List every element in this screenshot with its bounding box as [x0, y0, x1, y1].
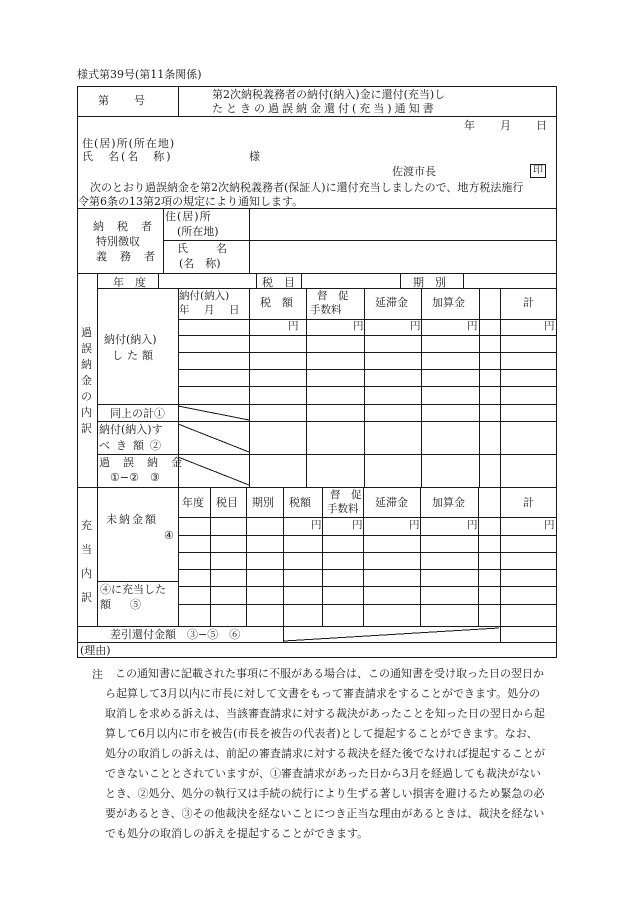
alloc-tax-amount-header: 税額 — [289, 496, 311, 509]
alloc-fee-header-sub: 手数料 — [327, 503, 359, 515]
yen-unit: 円 — [467, 519, 478, 531]
tax-amount-header: 税 額 — [260, 296, 293, 309]
alloc-year-header: 年度 — [182, 496, 204, 509]
delay-charge-header: 延滞金 — [375, 296, 408, 309]
yen-unit: 円 — [544, 519, 555, 531]
refund-amount-label: 差引還付金額 ③−⑤ ⑥ — [110, 628, 241, 641]
alloc-total-header: 計 — [523, 496, 534, 509]
date-month: 月 — [500, 119, 511, 132]
total-header: 計 — [523, 296, 534, 309]
unpaid-amount-label: 未納金額 — [106, 513, 158, 526]
yen-unit: 円 — [311, 519, 322, 531]
alloc-additional-tax-header: 加算金 — [432, 496, 465, 509]
allocated-amount-label: ④に充当した — [100, 583, 166, 596]
paid-amount-label: 納付(納入) — [104, 333, 157, 346]
note-text: この通知書に記載された事項に不服がある場合は、この通知書を受け取った日の翌日から起算して3月以内に市長に対して文書をもって審査請求をすることができます。処分の取消しを求める訴えは、当該審査請求に対する裁決があったことを知った日の翌日から起算して6月以内に市を被告(市長を被告の代表者)として提起することができます。なお、処分の取消しの訴えは、前記の審査請求に対する裁決を経た後でなければ提起することができないこととされていますが、①審査請求があった日から3月を経過しても裁決がないとき、②処分、処分の執行又は手続の続行により生ずる著しい損害を避けるため緊急の必要があるとき、③その他裁決を経ないことにつき正当な理由があるときは、裁決を経ないでも処分の取消しの訴えを提起することができます。 — [105, 667, 545, 840]
date-day: 日 — [536, 119, 547, 132]
yen-unit: 円 — [409, 519, 420, 531]
form-title-line1: 第2次納税義務者の納付(納入)金に還付(充当)し — [212, 88, 446, 101]
honorific: 様 — [249, 150, 260, 163]
yen-unit: 円 — [544, 320, 555, 332]
special-collection-label: 特別徴収 — [96, 235, 140, 248]
amount-due-sub: べき額② — [99, 439, 167, 452]
yen-unit: 円 — [467, 320, 478, 332]
paid-amount-sub: した額 — [112, 349, 157, 362]
tax-item-label: 税 目 — [262, 276, 295, 289]
reason-label: (理由) — [80, 644, 111, 657]
obligor-label: 義 務 者 — [96, 250, 156, 263]
form-title-line2: たときの過誤納金還付(充当)通知書 — [212, 102, 437, 115]
allocated-amount-sub: 額 ⑤ — [100, 598, 145, 611]
fee-header-sub: 手数料 — [310, 304, 342, 316]
name-label: 氏 名(名 称) — [82, 150, 173, 163]
taxpayer-address-sub: (所在地) — [177, 225, 219, 238]
taxpayer-label: 納 税 者 — [93, 220, 153, 233]
overpayment-side-label: 過誤納金の内訳 — [81, 326, 92, 435]
alloc-tax-item-header: 税目 — [216, 496, 238, 509]
issuer-name: 佐渡市長 — [392, 165, 436, 178]
overpayment-label: 過 誤 納 金 — [99, 456, 183, 469]
taxpayer-name-sub: (名 称) — [179, 257, 221, 270]
amount-due-label: 納付(納入)す — [99, 423, 163, 436]
yen-unit: 円 — [352, 519, 363, 531]
additional-tax-header: 加算金 — [432, 296, 465, 309]
unpaid-amount-mark: ④ — [164, 529, 174, 542]
address-label: 住(居)所(所在地) — [82, 137, 176, 150]
alloc-period-header: 期別 — [252, 496, 274, 509]
note-label: 注 — [92, 668, 103, 681]
alloc-fee-header: 督 促 — [330, 489, 362, 501]
allocation-side-label: 充当内訳 — [81, 519, 92, 604]
intro-line2: 令第6条の13第2項の規定により通知します。 — [78, 195, 304, 208]
yen-unit: 円 — [353, 320, 364, 332]
form-number: 様式第39号(第11条関係) — [77, 68, 202, 81]
period-label: 期 別 — [413, 276, 446, 289]
subtotal-label: 同上の計① — [110, 407, 165, 420]
yen-unit: 円 — [410, 320, 421, 332]
intro-line1: 次のとおり過誤納金を第2次納税義務者(保証人)に還付充当しましたので、地方税法施行 — [90, 181, 524, 194]
paid-date-sub: 年 月 日 — [179, 304, 242, 316]
taxpayer-address-label: 住(居)所 — [165, 210, 212, 223]
yen-unit: 円 — [288, 320, 299, 332]
date-year: 年 — [464, 119, 475, 132]
overpayment-formula: ①−② ③ — [110, 471, 160, 484]
year-label: 年 度 — [113, 276, 146, 289]
fee-header: 督 促 — [317, 290, 349, 302]
alloc-delay-charge-header: 延滞金 — [375, 496, 408, 509]
seal-mark: 印 — [530, 164, 546, 178]
paid-date-label: 納付(納入) — [179, 290, 230, 302]
taxpayer-name-label: 氏 名 — [177, 242, 229, 255]
number-label: 第 号 — [98, 94, 146, 107]
